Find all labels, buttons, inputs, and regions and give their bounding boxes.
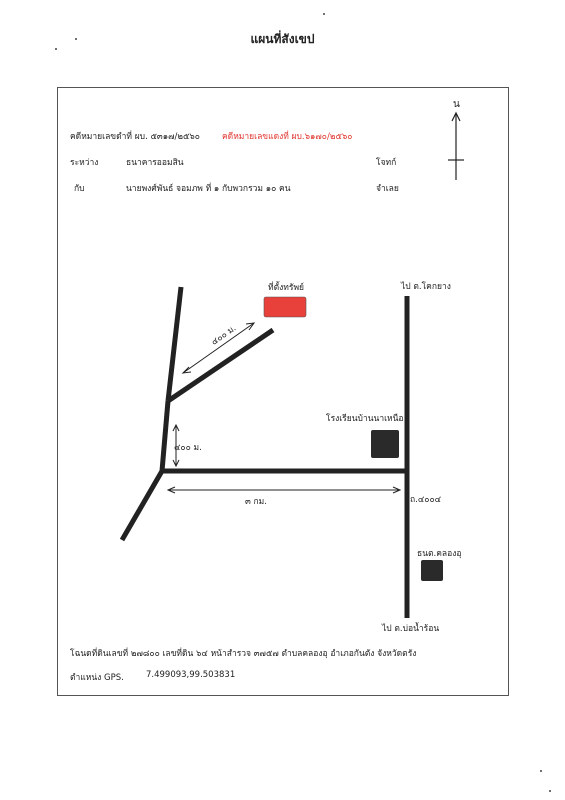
road-network bbox=[58, 88, 510, 697]
distance-400m-diagonal: ๔๐๐ ม. bbox=[209, 323, 239, 348]
page-title: แผนที่สังเขป bbox=[250, 32, 315, 46]
case-red-number: คดีหมายเลขแดงที่ ผบ.๖๑๗๐/๒๕๖๐ bbox=[222, 132, 353, 142]
defendant-role: จำเลย bbox=[376, 184, 399, 194]
to-south-label: ไป ต.บ่อน้ำร้อน bbox=[382, 624, 440, 634]
distance-400m-vertical: ๔๐๐ ม. bbox=[174, 443, 202, 453]
gps-label: ตำแหน่ง GPS. bbox=[70, 673, 124, 683]
scan-speck bbox=[55, 48, 57, 50]
plaintiff-role: โจทก์ bbox=[376, 158, 397, 168]
bank-marker bbox=[421, 560, 443, 581]
deed-info: โฉนดที่ดินเลขที่ ๒๗๘๐๐ เลขที่ดิน ๖๔ หน้าสำรวจ ๓๗๕๗ ตำบลคลองอุ อำเภอกันตัง จังหวัดตรัง bbox=[70, 649, 417, 659]
map-frame bbox=[57, 87, 509, 696]
defendant-name: นายพงศ์พันธ์ จอมภพ ที่ ๑ กับพวกรวม ๑๐ คน bbox=[126, 184, 291, 194]
gps-value: 7.499093,99.503831 bbox=[146, 670, 236, 680]
scan-speck bbox=[540, 770, 542, 772]
scan-speck bbox=[323, 13, 325, 15]
school-label: โรงเรียนบ้านนาเหนือ bbox=[326, 414, 404, 424]
plaintiff-name: ธนาคารออมสิน bbox=[126, 158, 184, 168]
side-road-north bbox=[168, 287, 181, 401]
distance-3km: ๓ กม. bbox=[245, 497, 267, 507]
school-marker bbox=[371, 430, 399, 458]
bank-label: ธนต.คลองอุ bbox=[417, 549, 462, 559]
to-north-label: ไป ต.โคกยาง bbox=[401, 282, 451, 292]
scan-speck bbox=[75, 38, 77, 40]
road-southwest bbox=[122, 471, 162, 540]
road-code-label: ถ.๔๐๐๔ bbox=[410, 495, 442, 505]
case-black-number: คดีหมายเลขดำที่ ผบ. ๕๓๑๗/๒๕๖๐ bbox=[70, 132, 200, 142]
scan-speck bbox=[549, 790, 551, 792]
property-label: ที่ตั้งทรัพย์ bbox=[268, 283, 305, 293]
north-label: น bbox=[453, 99, 460, 110]
between-label: ระหว่าง bbox=[70, 158, 99, 168]
property-marker bbox=[264, 297, 306, 317]
with-label: กับ bbox=[74, 184, 85, 194]
side-road-south bbox=[162, 401, 168, 471]
